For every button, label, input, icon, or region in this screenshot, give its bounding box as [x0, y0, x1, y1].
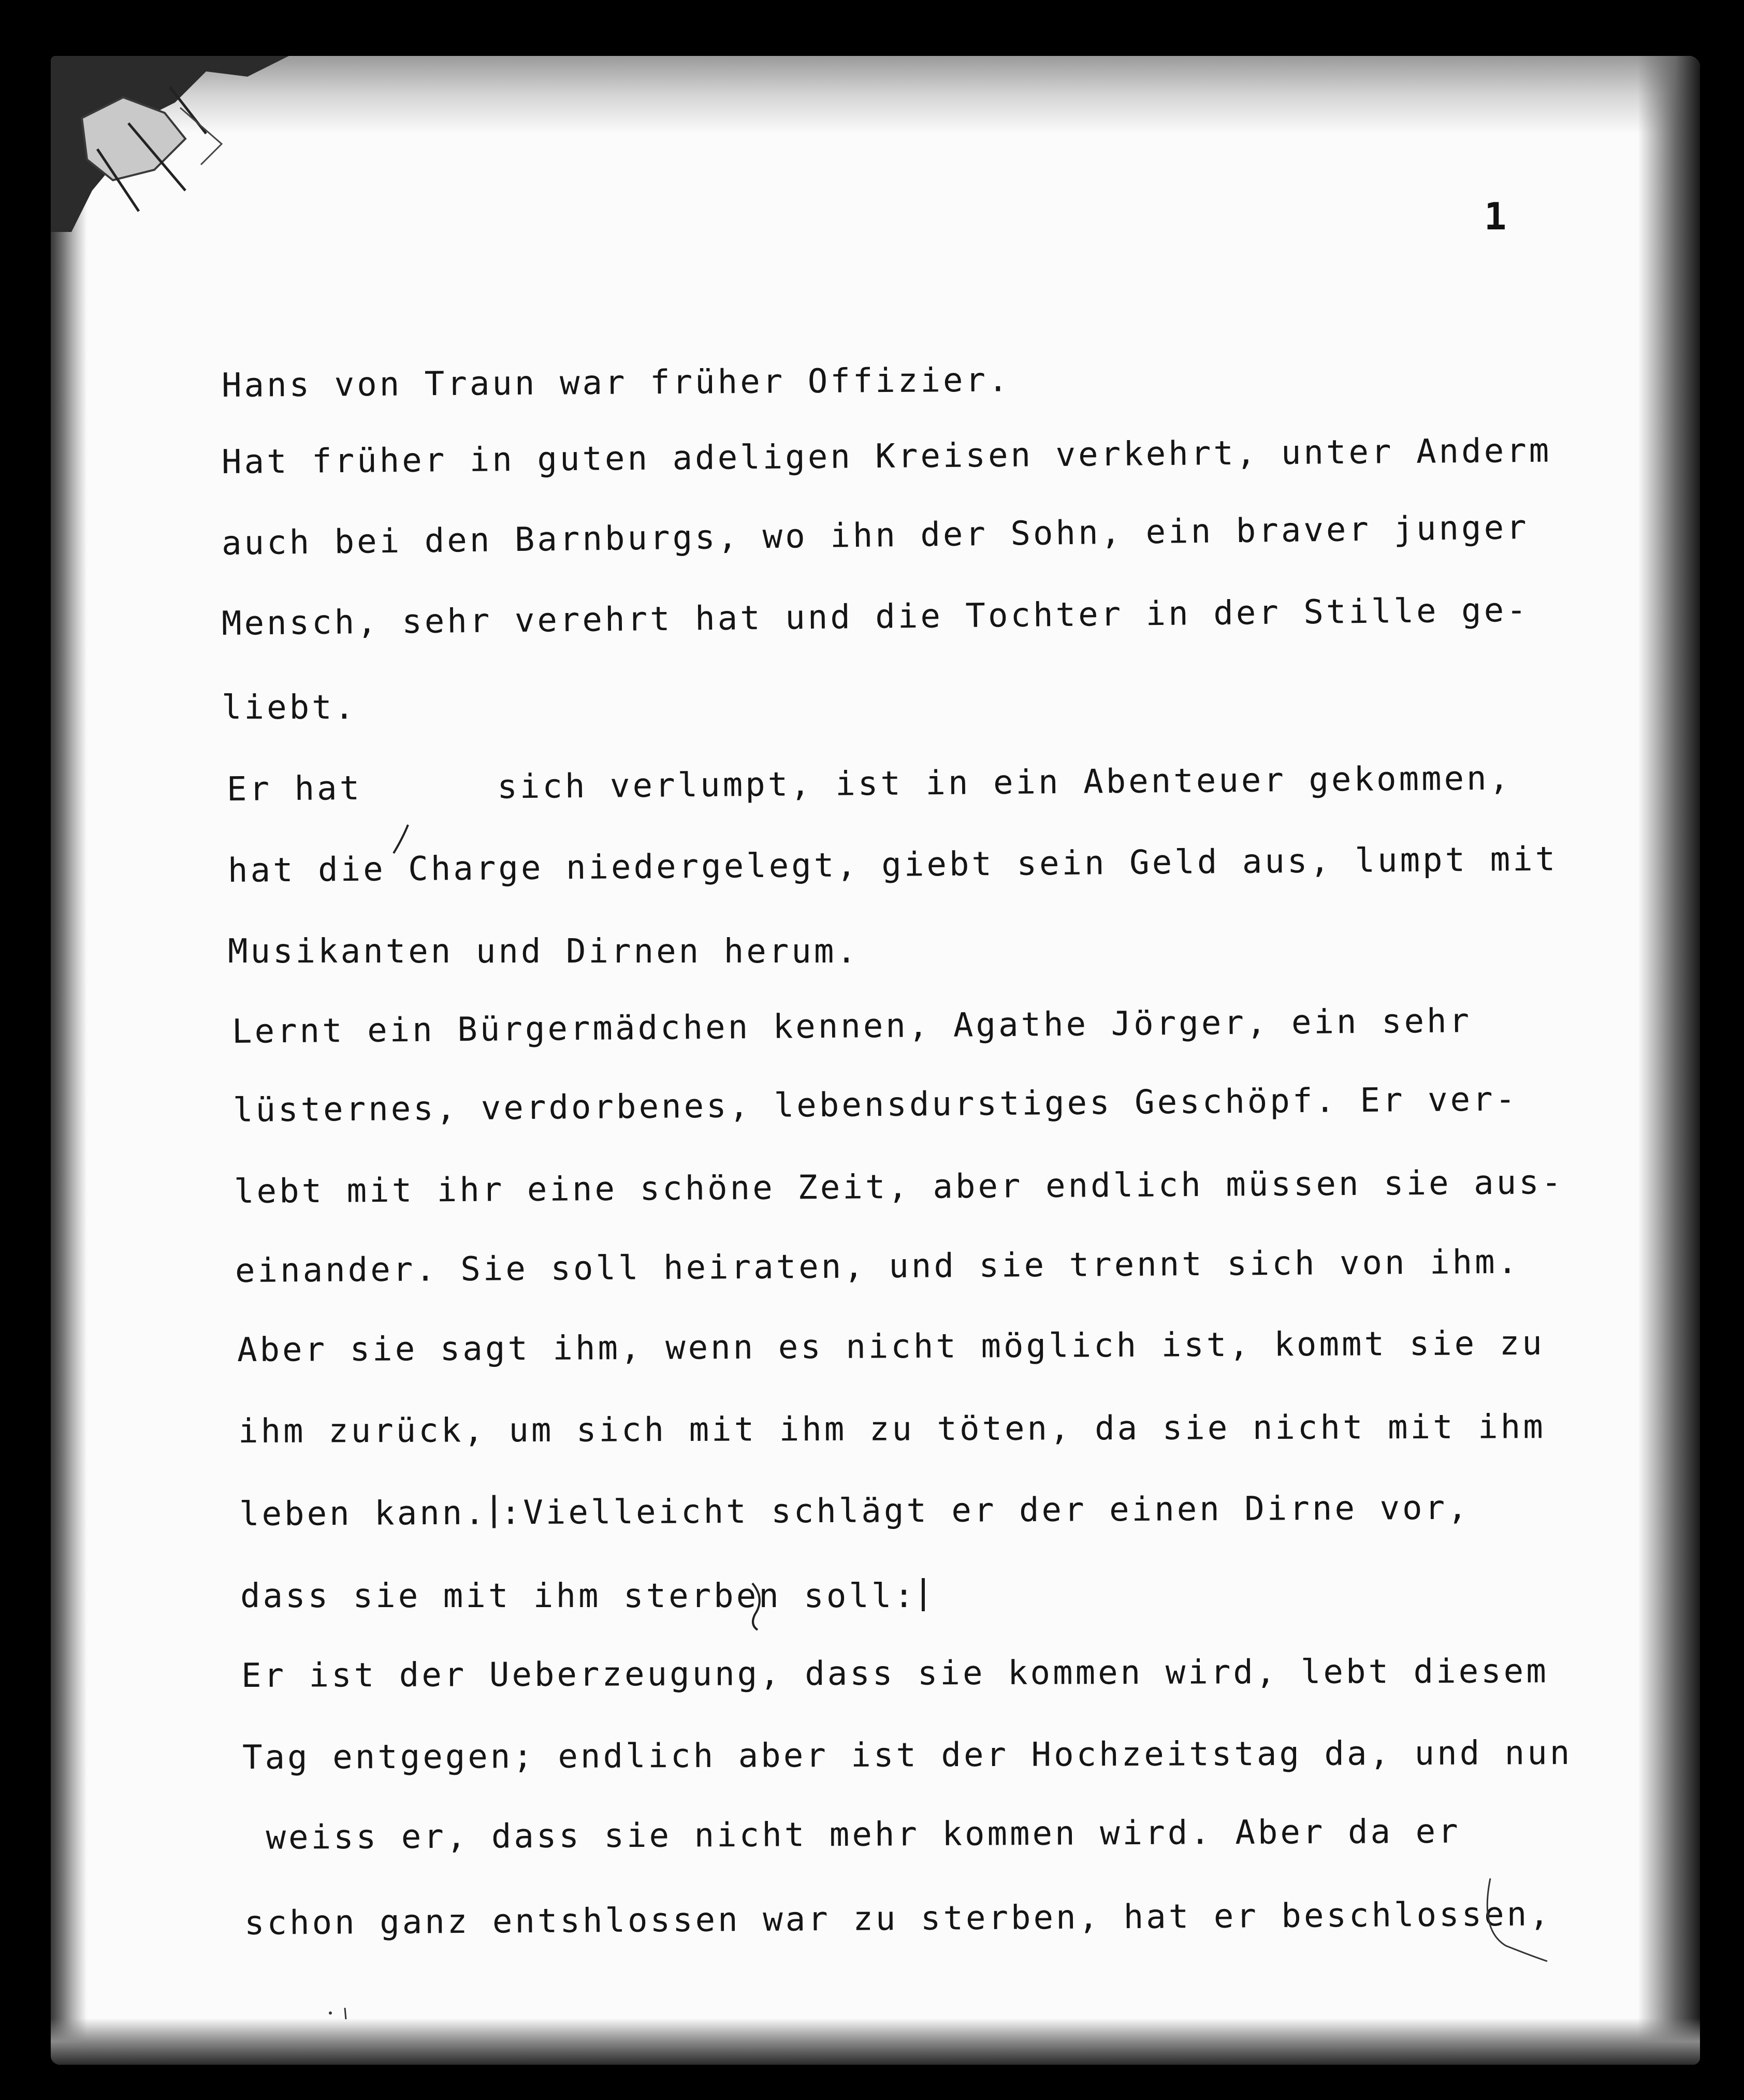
- text-line-18: Tag entgegen; endlich aber ist der Hochzeitstag da, und nun: [242, 1734, 1573, 1777]
- pen-mark-dots: [325, 2003, 351, 2023]
- text-line-19: weiss er, dass sie nicht mehr kommen wird. Aber da er: [243, 1812, 1461, 1857]
- text-line-8: Musikanten und Dirnen herum.: [228, 932, 859, 971]
- text-line-15-start: leben kann.: [239, 1494, 488, 1534]
- text-line-9: Lernt ein Bürgermädchen kennen, Agathe Jörger, ein sehr: [231, 1002, 1472, 1051]
- text-line-16: [240, 1577, 930, 1615]
- text-line-7: hat die Charge niedergelegt, giebt sein Geld aus, lumpt mit: [227, 840, 1558, 890]
- text-line-4: Mensch, sehr verehrt hat und die Tochter in der Stille ge-: [221, 591, 1530, 643]
- insertion-bar-close: [922, 1578, 925, 1611]
- text-line-5: liebt.: [222, 689, 357, 727]
- text-line-10: lüsternes, verdorbenes, lebensdurstiges Geschöpf. Er ver-: [232, 1080, 1518, 1130]
- page-top-edge-shading: [51, 56, 1700, 134]
- text-line-14: ihm zurück, um sich mit ihm zu töten, da sie nicht mit ihm: [238, 1408, 1546, 1451]
- torn-corner-damage: [51, 56, 289, 232]
- pen-mark-loop: [1459, 1868, 1563, 1966]
- typewritten-page: [51, 56, 1700, 2065]
- insertion-bar-open: [492, 1495, 496, 1528]
- text-line-15-end: :Vielleicht schlägt er der einen Dirne vor,: [500, 1489, 1470, 1533]
- text-line-11: lebt mit ihr eine schöne Zeit, aber endlich müssen sie aus-: [234, 1163, 1564, 1211]
- page-left-edge-shading: [51, 56, 87, 2065]
- text-line-16-text: dass sie mit ihm sterben soll:: [240, 1577, 917, 1615]
- page-right-edge-shading: [1638, 56, 1700, 2065]
- pen-mark-accent: [387, 822, 418, 864]
- text-line-3: auch bei den Barnburgs, wo ihn der Sohn, ein braver junger: [221, 508, 1530, 563]
- text-line-2: Hat früher in guten adeligen Kreisen verkehrt, unter Anderm: [221, 431, 1552, 482]
- page-bottom-edge-shading: [51, 2018, 1700, 2065]
- text-line-13: Aber sie sagt ihm, wenn es nicht möglich ist, kommt sie zu: [237, 1324, 1545, 1369]
- pen-mark-correction: [745, 1578, 776, 1635]
- page-number: 1: [1484, 195, 1507, 238]
- text-line-20: schon ganz entshlossen war zu sterben, hat er beschlossen,: [244, 1895, 1552, 1943]
- text-line-12: einander. Sie soll heiraten, und sie trennt sich von ihm.: [235, 1243, 1520, 1290]
- text-line-6: Er hat sich verlumpt, ist in ein Abenteuer gekommen,: [226, 759, 1512, 809]
- text-line-17: Er ist der Ueberzeugung, dass sie kommen wird, lebt diesem: [241, 1652, 1549, 1695]
- text-line-1: Hans von Traun war früher Offizier.: [221, 361, 1011, 405]
- text-line-15: [239, 1489, 1470, 1534]
